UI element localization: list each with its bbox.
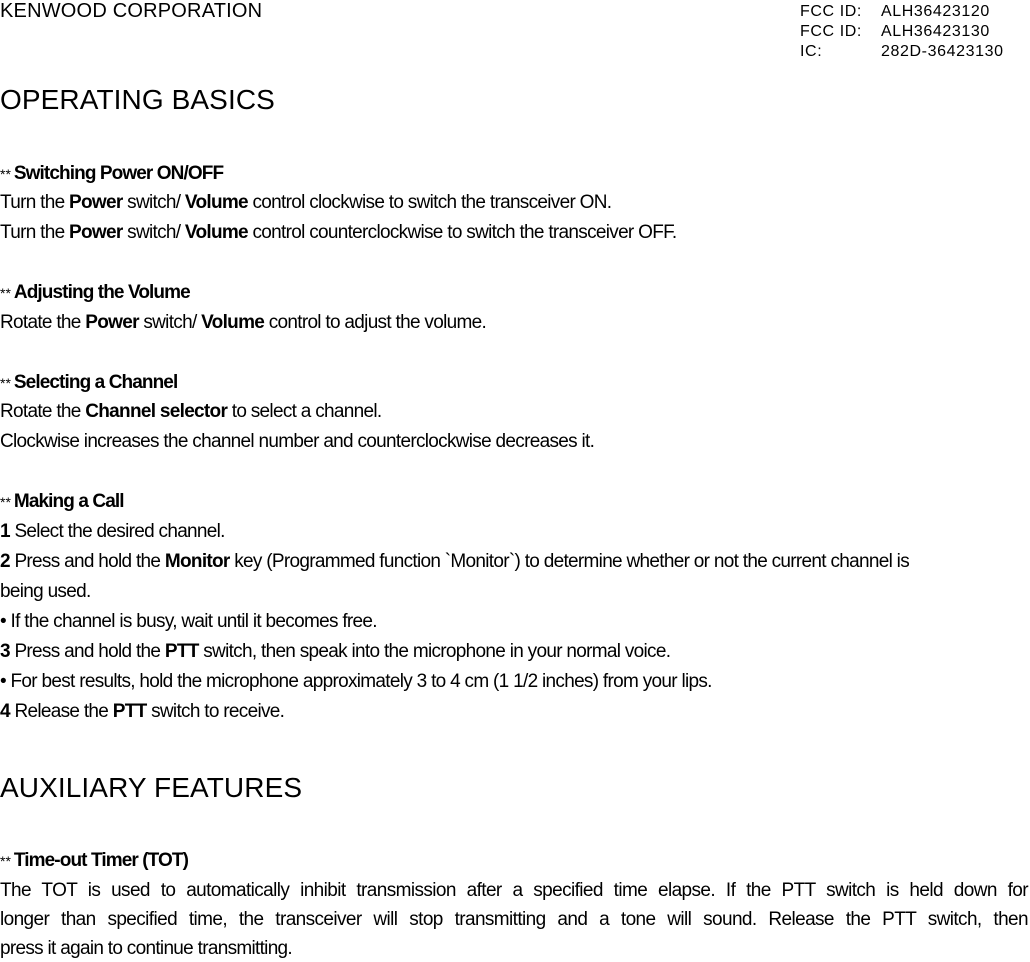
channel-line-1 xyxy=(0,400,381,424)
volume-term: Volume xyxy=(184,192,248,213)
tot-subheading-title: Time-out Timer (TOT) xyxy=(13,850,189,871)
power-term: Power xyxy=(85,312,139,333)
power-subheading xyxy=(0,162,223,186)
text-fragment: switch to receive. xyxy=(146,701,285,722)
fcc-id-label: FCC ID: xyxy=(800,3,862,20)
stars-marker: ** xyxy=(0,166,11,182)
text-fragment: Press and hold the xyxy=(9,641,165,662)
stars-marker: ** xyxy=(0,375,11,391)
text-fragment: Press and hold the xyxy=(9,551,165,572)
text-fragment: switch/ xyxy=(138,312,202,333)
ic-label: IC: xyxy=(800,43,823,60)
channel-selector-term: Channel selector xyxy=(85,401,228,422)
text-fragment: switch/ xyxy=(122,192,185,213)
call-step-2 xyxy=(0,550,909,574)
auxiliary-features-heading: AUXILIARY FEATURES xyxy=(0,772,303,803)
text-fragment: Turn the xyxy=(0,222,70,243)
text-fragment: control clockwise to switch the transceiver ON. xyxy=(247,192,612,213)
text-fragment: Rotate the xyxy=(0,312,86,333)
text-fragment: control to adjust the volume. xyxy=(264,312,487,333)
fcc-id-label: FCC ID: xyxy=(800,23,862,40)
tot-paragraph-line-2: longer than specified time, the transceiver will stop transmitting and a tone will sound. Release the PTT switch, then xyxy=(0,909,1028,930)
text-fragment: switch, then speak into the microphone in your normal voice. xyxy=(198,641,671,662)
call-step-4 xyxy=(0,700,284,724)
channel-line-2: Clockwise increases the channel number and counterclockwise decreases it. xyxy=(0,431,595,452)
call-step-1 xyxy=(0,520,225,544)
power-term: Power xyxy=(69,222,123,243)
text-fragment: to select a channel. xyxy=(227,401,382,422)
volume-line xyxy=(0,311,486,335)
step-number: 3 xyxy=(0,641,10,662)
power-off-line xyxy=(0,221,677,245)
call-note-microphone: • For best results, hold the microphone approximately 3 to 4 cm (1 1/2 inches) from your lips. xyxy=(0,671,712,692)
call-note-busy: • If the channel is busy, wait until it becomes free. xyxy=(0,611,377,632)
stars-marker: ** xyxy=(0,285,11,301)
fcc-id-row xyxy=(800,22,1004,42)
volume-subheading xyxy=(0,281,190,305)
step-number: 1 xyxy=(0,521,10,542)
text-fragment: Rotate the xyxy=(0,401,86,422)
ptt-term: PTT xyxy=(112,701,147,722)
tot-paragraph-line-1: The TOT is used to automatically inhibit transmission after a specified time elapse. If the PTT switch is held down for xyxy=(0,880,1028,901)
call-subheading-title: Making a Call xyxy=(13,491,124,512)
volume-term: Volume xyxy=(201,312,265,333)
fcc-id-value: ALH36423120 xyxy=(881,3,990,20)
operating-basics-heading: OPERATING BASICS xyxy=(0,84,275,115)
monitor-term: Monitor xyxy=(164,551,230,572)
ptt-term: PTT xyxy=(164,641,199,662)
ic-row xyxy=(800,42,1004,62)
stars-marker: ** xyxy=(0,853,11,869)
channel-subheading xyxy=(0,371,177,395)
fcc-id-row xyxy=(800,2,1004,22)
power-subheading-title: Switching Power ON/OFF xyxy=(13,163,224,184)
power-term: Power xyxy=(69,192,123,213)
step-number: 2 xyxy=(0,551,10,572)
call-subheading xyxy=(0,490,124,514)
fcc-id-value: ALH36423130 xyxy=(881,23,990,40)
text-fragment: switch/ xyxy=(122,222,185,243)
channel-subheading-title: Selecting a Channel xyxy=(13,372,178,393)
call-step-3 xyxy=(0,640,670,664)
company-name: KENWOOD CORPORATION xyxy=(0,0,263,22)
volume-subheading-title: Adjusting the Volume xyxy=(13,282,190,303)
text-fragment: Release the xyxy=(9,701,113,722)
volume-term: Volume xyxy=(184,222,248,243)
call-step-2-continued: being used. xyxy=(0,581,91,602)
tot-paragraph-line-3: press it again to continue transmitting. xyxy=(0,938,293,959)
step-text: Select the desired channel. xyxy=(9,521,225,542)
power-on-line xyxy=(0,191,611,215)
step-number: 4 xyxy=(0,701,10,722)
text-fragment: key (Programmed function `Monitor`) to determine whether or not the current channel is xyxy=(229,551,910,572)
fcc-id-block xyxy=(800,2,1004,62)
tot-subheading xyxy=(0,849,188,873)
text-fragment: Turn the xyxy=(0,192,70,213)
ic-value: 282D-36423130 xyxy=(881,43,1004,60)
stars-marker: ** xyxy=(0,494,11,510)
text-fragment: control counterclockwise to switch the transceiver OFF. xyxy=(247,222,677,243)
